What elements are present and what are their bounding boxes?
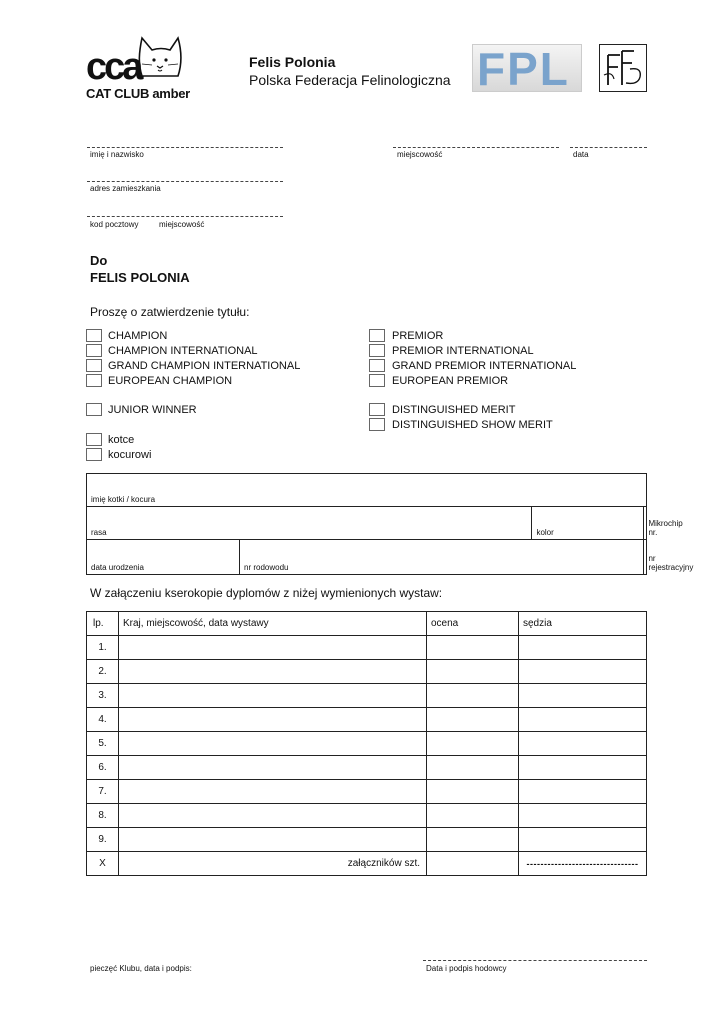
show-cell[interactable] <box>119 684 427 708</box>
table-row <box>87 756 647 780</box>
row-number: 9. <box>87 828 119 852</box>
breed-field[interactable] <box>87 507 532 540</box>
pedigree-field[interactable] <box>240 540 644 575</box>
rating-cell[interactable] <box>427 804 519 828</box>
checkbox-grand-champion-international[interactable] <box>86 359 102 372</box>
show-cell[interactable] <box>119 732 427 756</box>
row-number: 1. <box>87 636 119 660</box>
table-row <box>87 684 647 708</box>
name-line[interactable] <box>87 147 283 148</box>
postal-code-label: kod pocztowy <box>90 220 139 229</box>
rating-cell[interactable] <box>427 636 519 660</box>
attachments-count-label: załączników szt. <box>119 852 427 876</box>
rating-cell[interactable] <box>427 780 519 804</box>
footer-mark: X <box>87 852 119 876</box>
judge-cell[interactable] <box>519 756 647 780</box>
shows-table <box>86 611 647 876</box>
checkbox-champion[interactable] <box>86 329 102 342</box>
judge-cell[interactable] <box>519 804 647 828</box>
row-number: 6. <box>87 756 119 780</box>
shows-table-header <box>87 612 647 636</box>
judge-cell[interactable] <box>519 684 647 708</box>
checkbox-kotce[interactable] <box>86 433 102 446</box>
cca-logo <box>84 36 194 102</box>
judge-cell[interactable] <box>519 732 647 756</box>
table-footer-row <box>87 852 647 876</box>
birth-date-label: data urodzenia <box>91 563 144 572</box>
checkbox-european-premior[interactable] <box>369 374 385 387</box>
breed-label: rasa <box>91 528 107 537</box>
cat-name-label: imię kotki / kocura <box>91 495 156 504</box>
title-champion-international: CHAMPION INTERNATIONAL <box>108 345 258 357</box>
title-premior: PREMIOR <box>392 330 444 342</box>
header-lp: lp. <box>87 612 119 636</box>
registration-field[interactable] <box>644 540 694 575</box>
checkbox-grand-premior-international[interactable] <box>369 359 385 372</box>
fpl-logo <box>472 43 582 95</box>
title-european-premior: EUROPEAN PREMIOR <box>392 375 509 387</box>
row-number: 7. <box>87 780 119 804</box>
checkbox-european-champion[interactable] <box>86 374 102 387</box>
rating-cell[interactable] <box>427 732 519 756</box>
attachment-text: W załączeniu kserokopie dyplomów z niżej wymienionych wystaw: <box>90 586 443 600</box>
row-number: 3. <box>87 684 119 708</box>
judge-cell[interactable] <box>519 636 647 660</box>
fpl-logo-text: FPL <box>477 43 570 95</box>
checkbox-premior-international[interactable] <box>369 344 385 357</box>
row-number: 5. <box>87 732 119 756</box>
checkbox-kocurowi[interactable] <box>86 448 102 461</box>
club-stamp-label: pieczęć Klubu, data i podpis: <box>90 964 192 973</box>
address-label: adres zamieszkania <box>90 184 161 193</box>
show-cell[interactable] <box>119 780 427 804</box>
show-cell[interactable] <box>119 804 427 828</box>
date-line[interactable] <box>570 147 647 148</box>
table-row <box>87 780 647 804</box>
rating-cell[interactable] <box>427 828 519 852</box>
row-number: 8. <box>87 804 119 828</box>
title-grand-premior-international: GRAND PREMIOR INTERNATIONAL <box>392 360 577 372</box>
show-cell[interactable] <box>119 828 427 852</box>
breeder-sign-label: Data i podpis hodowcy <box>426 964 507 973</box>
title-premior-international: PREMIOR INTERNATIONAL <box>392 345 534 357</box>
rating-cell[interactable] <box>427 708 519 732</box>
attachments-count-field[interactable] <box>427 852 519 876</box>
rating-cell[interactable] <box>427 684 519 708</box>
judge-cell[interactable] <box>519 660 647 684</box>
title-champion: CHAMPION <box>108 330 168 342</box>
fife-logo <box>599 44 647 92</box>
chip-label: Mikrochip nr. <box>648 519 683 537</box>
org-subtitle: Polska Federacja Felinologiczna <box>249 72 451 88</box>
recipient-name: FELIS POLONIA <box>90 270 190 285</box>
show-cell[interactable] <box>119 636 427 660</box>
cca-logo-text: cca <box>86 46 141 88</box>
color-label: kolor <box>536 528 554 537</box>
gender-kocurowi: kocurowi <box>108 449 152 461</box>
table-row <box>87 660 647 684</box>
cat-face-icon <box>136 36 184 80</box>
color-field[interactable] <box>532 507 644 540</box>
breeder-sign-line[interactable] <box>423 960 647 961</box>
birth-date-field[interactable] <box>87 540 240 575</box>
cat-club-amber-text: CAT CLUB amber <box>86 86 190 101</box>
address-line[interactable] <box>87 181 283 182</box>
table-row <box>87 732 647 756</box>
cat-data-table <box>86 473 694 575</box>
judge-cell[interactable] <box>519 708 647 732</box>
show-cell[interactable] <box>119 708 427 732</box>
table-row <box>87 804 647 828</box>
table-row <box>87 708 647 732</box>
checkbox-premior[interactable] <box>369 329 385 342</box>
header-judge: sędzia <box>519 612 647 636</box>
title-distinguished-show-merit: DISTINGUISHED SHOW MERIT <box>392 419 553 431</box>
footer-dashes: -------------------------------- <box>519 852 647 876</box>
pedigree-label: nr rodowodu <box>244 563 289 572</box>
registration-label: nr rejestracyjny <box>648 554 694 572</box>
fife-emblem-icon <box>600 45 646 91</box>
show-cell[interactable] <box>119 756 427 780</box>
chip-field[interactable] <box>644 507 683 540</box>
table-row <box>87 828 647 852</box>
row-number: 2. <box>87 660 119 684</box>
name-label: imię i nazwisko <box>90 150 144 159</box>
title-grand-champion-international: GRAND CHAMPION INTERNATIONAL <box>108 360 301 372</box>
cat-name-field[interactable] <box>87 474 647 507</box>
city-label: miejscowość <box>159 220 205 229</box>
row-number: 4. <box>87 708 119 732</box>
date-label: data <box>573 150 589 159</box>
header-rating: ocena <box>427 612 519 636</box>
rating-cell[interactable] <box>427 660 519 684</box>
checkbox-champion-international[interactable] <box>86 344 102 357</box>
title-distinguished-merit: DISTINGUISHED MERIT <box>392 404 516 416</box>
rating-cell[interactable] <box>427 756 519 780</box>
recipient-to: Do <box>90 253 108 268</box>
postal-line[interactable] <box>87 216 283 217</box>
checkbox-distinguished-show-merit[interactable] <box>369 418 385 431</box>
checkbox-distinguished-merit[interactable] <box>369 403 385 416</box>
header-show: Kraj, miejscowość, data wystawy <box>119 612 427 636</box>
title-junior-winner: JUNIOR WINNER <box>108 404 197 416</box>
judge-cell[interactable] <box>519 828 647 852</box>
place-line[interactable] <box>393 147 559 148</box>
gender-kotce: kotce <box>108 434 135 446</box>
place-label: miejscowość <box>397 150 443 159</box>
title-european-champion: EUROPEAN CHAMPION <box>108 375 233 387</box>
table-row <box>87 636 647 660</box>
org-name: Felis Polonia <box>249 54 336 70</box>
judge-cell[interactable] <box>519 780 647 804</box>
show-cell[interactable] <box>119 660 427 684</box>
checkbox-junior-winner[interactable] <box>86 403 102 416</box>
request-text: Proszę o zatwierdzenie tytułu: <box>90 305 250 319</box>
